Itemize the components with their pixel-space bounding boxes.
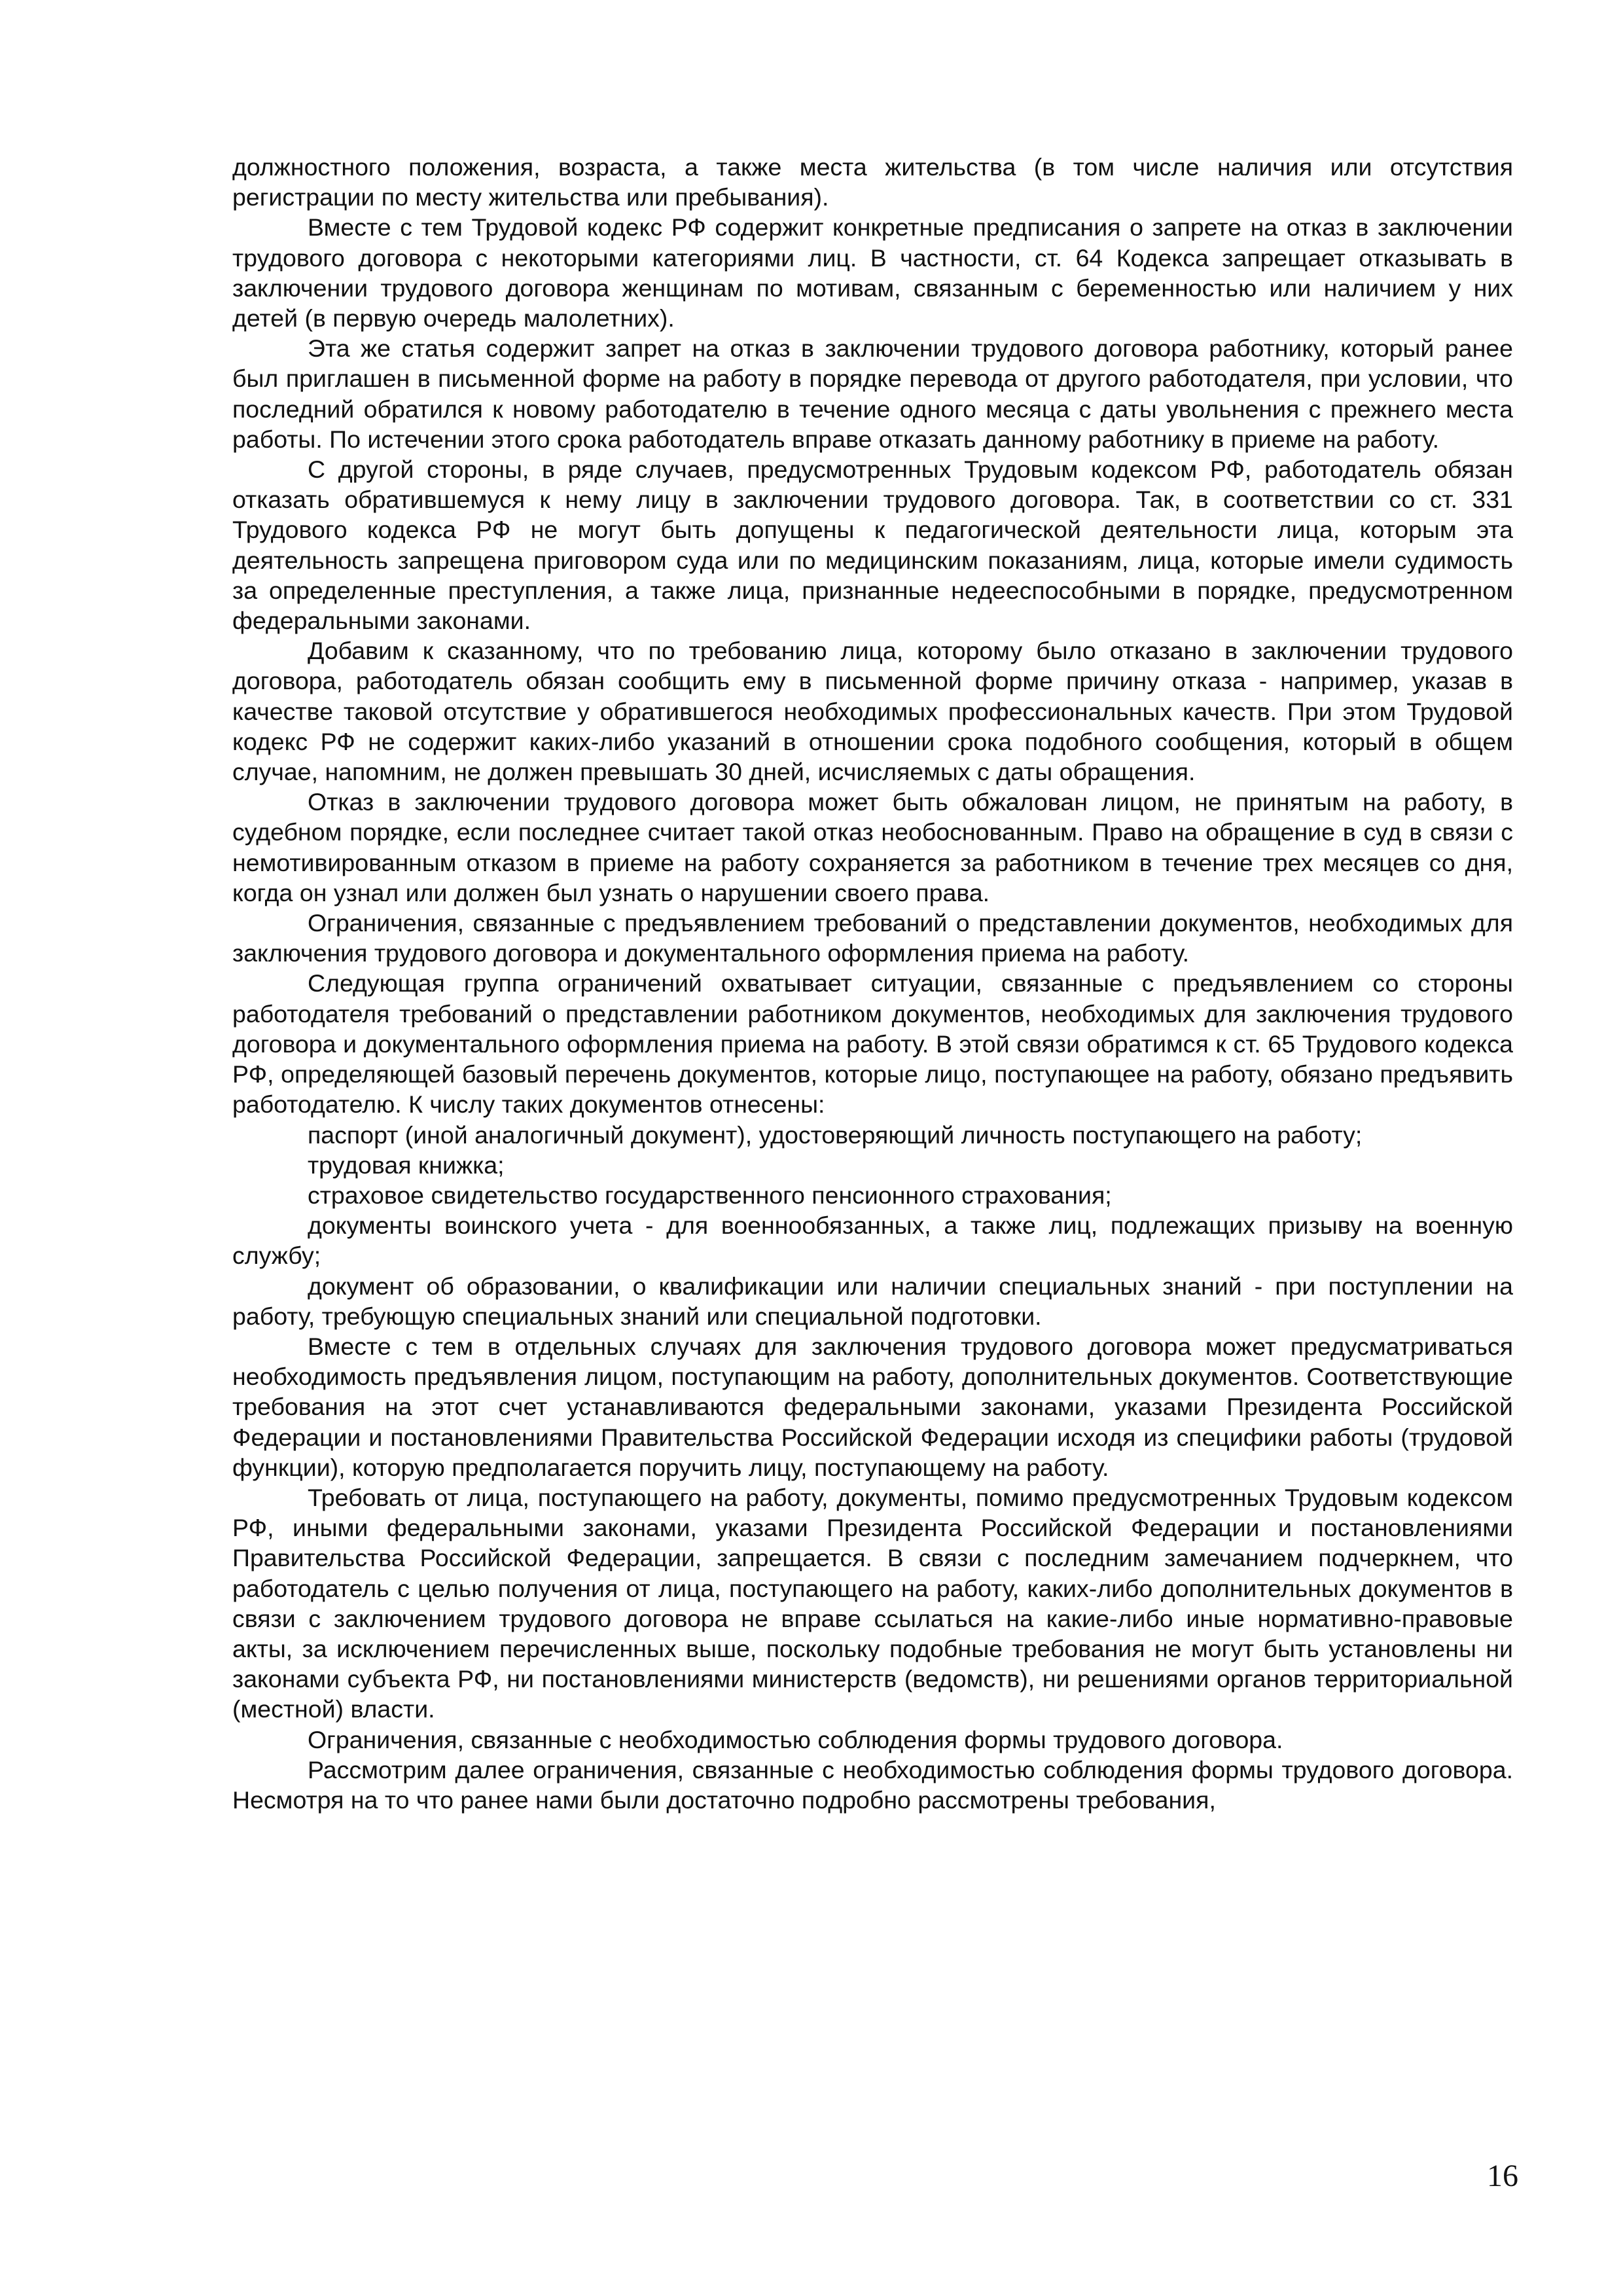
section-heading: Ограничения, связанные с необходимостью соблюдения формы трудового договора. [308, 1725, 1283, 1753]
list-item: страховое свидетельство государственного пенсионного страхования; [308, 1181, 1112, 1209]
paragraph: Вместе с тем Трудовой кодекс РФ содержит конкретные предписания о запрете на отказ в заключении трудового договора с некоторыми категориями лиц. В частности, ст. 64 Кодекса запрещает отказывать в заключении трудового договора женщинам по мотивам, связанным с беременностью или наличием у них детей (в первую очередь малолетних). [232, 213, 1513, 332]
section-heading: Ограничения, связанные с предъявлением требований о представлении документов, необходимых для заключения трудового договора и документального оформления приема на работу. [232, 909, 1513, 967]
paragraph: Отказ в заключении трудового договора может быть обжалован лицом, не принятым на работу, в судебном порядке, если последнее считает такой отказ необоснованным. Право на обращение в суд в связи с немотивированным отказом в приеме на работу сохраняется за работником в течение трех месяцев со дня, когда он узнал или должен был узнать о нарушении своего права. [232, 788, 1513, 906]
paragraph: Добавим к сказанному, что по требованию лица, которому было отказано в заключении трудового договора, работодатель обязан сообщить ему в письменной форме причину отказа - например, указав в качестве таковой отсутствие у обратившегося необходимых профессиональных качеств. При этом Трудовой кодекс РФ не содержит каких-либо указаний в отношении срока подобного сообщения, который в общем случае, напомним, не должен превышать 30 дней, исчисляемых с даты обращения. [232, 637, 1513, 786]
page-number: 16 [1487, 2159, 1518, 2193]
list-item: документ об образовании, о квалификации или наличии специальных знаний - при поступлении на работу, требующую специальных знаний или специальной подготовки. [232, 1272, 1513, 1330]
paragraph: Эта же статья содержит запрет на отказ в заключении трудового договора работнику, который ранее был приглашен в письменной форме на работу в порядке перевода от другого работодателя, при условии, что последний обратился к новому работодателю в течение одного месяца с даты увольнения с прежнего места работы. По истечении этого срока работодатель вправе отказать данному работнику в приеме на работу. [232, 334, 1513, 453]
list-item: паспорт (иной аналогичный документ), удостоверяющий личность поступающего на работу; [308, 1121, 1363, 1149]
paragraph-continuation: должностного положения, возраста, а также места жительства (в том числе наличия или отсутствия регистрации по месту жительства или пребывания). [232, 153, 1513, 211]
body-text [232, 152, 1513, 1815]
paragraph: Вместе с тем в отдельных случаях для заключения трудового договора может предусматриваться необходимость предъявления лицом, поступающим на работу, дополнительных документов. Соответствующие требования на этот счет устанавливаются федеральными законами, указами Президента Российской Федерации и постановлениями Правительства Российской Федерации исходя из специфики работы (трудовой функции), которую предполагается поручить лицу, поступающему на работу. [232, 1332, 1513, 1481]
paragraph: С другой стороны, в ряде случаев, предусмотренных Трудовым кодексом РФ, работодатель обязан отказать обратившемуся к нему лицу в заключении трудового договора. Так, в соответствии со ст. 331 Трудового кодекса РФ не могут быть допущены к педагогической деятельности лица, которым эта деятельность запрещена приговором суда или по медицинским показаниям, лица, которые имели судимость за определенные преступления, а также лица, признанные недееспособными в порядке, предусмотренном федеральными законами. [232, 456, 1513, 635]
paragraph: Рассмотрим далее ограничения, связанные с необходимостью соблюдения формы трудового договора. Несмотря на то что ранее нами были достаточно подробно рассмотрены требования, [232, 1755, 1513, 1814]
paragraph: Следующая группа ограничений охватывает ситуации, связанные с предъявлением со стороны работодателя требований о представлении работником документов, необходимых для заключения трудового договора и документального оформления приема на работу. В этой связи обратимся к ст. 65 Трудового кодекса РФ, определяющей базовый перечень документов, которые лицо, поступающее на работу, обязано предъявить работодателю. К числу таких документов отнесены: [232, 969, 1513, 1119]
paragraph: Требовать от лица, поступающего на работу, документы, помимо предусмотренных Трудовым кодексом РФ, иными федеральными законами, указами Президента Российской Федерации и постановлениями Правительства Российской Федерации, запрещается. В связи с последним замечанием подчеркнем, что работодатель с целью получения от лица, поступающего на работу, каких-либо дополнительных документов в связи с заключением трудового договора не вправе ссылаться на какие-либо иные нормативно-правовые акты, за исключением перечисленных выше, поскольку подобные требования не могут быть установлены ни законами субъекта РФ, ни постановлениями министерств (ведомств), ни решениями органов территориальной (местной) власти. [232, 1483, 1513, 1723]
list-item: документы воинского учета - для военнообязанных, а также лиц, подлежащих призыву на военную службу; [232, 1211, 1513, 1270]
list-item: трудовая книжка; [308, 1151, 505, 1179]
